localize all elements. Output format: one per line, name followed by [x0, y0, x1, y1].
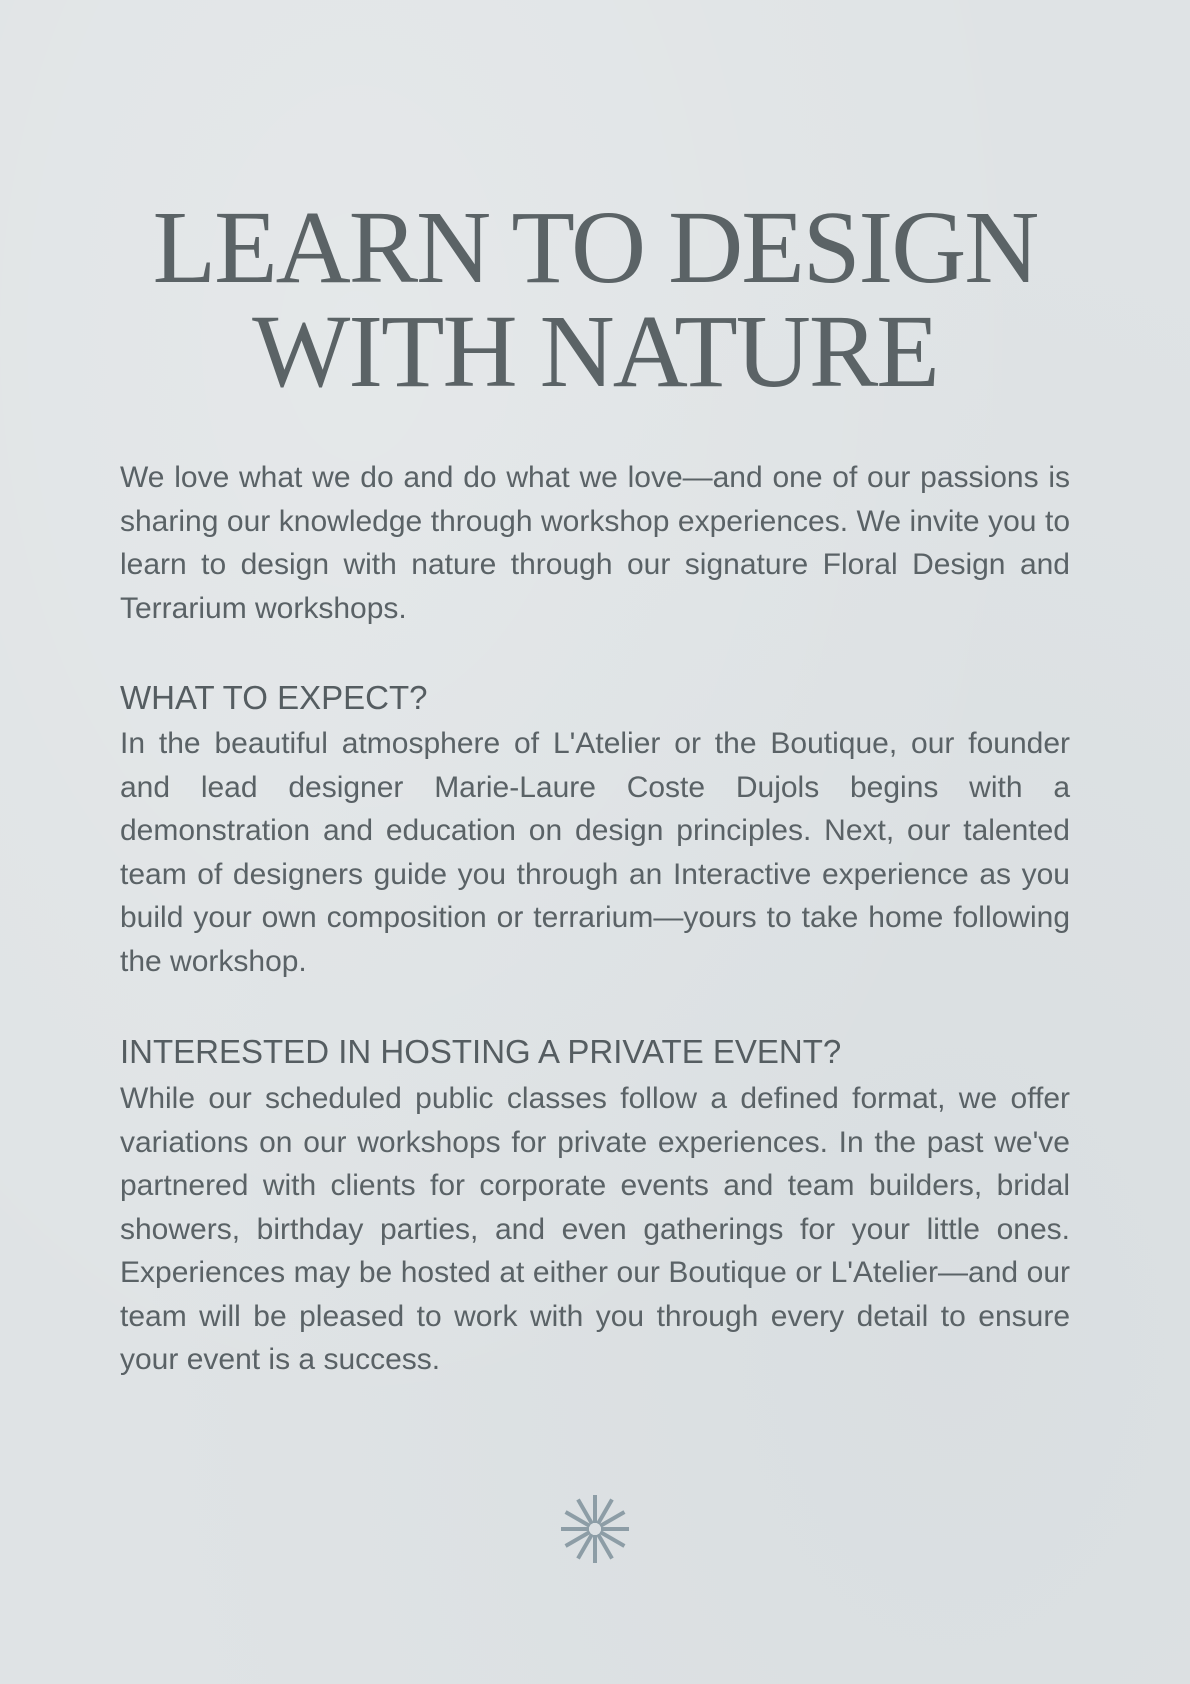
- page-title: [100, 190, 1090, 409]
- page-title-line-2: WITH NATURE: [252, 294, 938, 409]
- section-body-what-to-expect: In the beautiful atmosphere of L'Atelier or the Boutique, our founder and lead designer Marie-Laure Coste Dujols begins with a demonstration and education on design principles. Next, our talented team of designers guide you through an Interactive experience as you build your own composition or terrarium—yours to take home following the workshop.: [120, 727, 1070, 978]
- intro-paragraph: We love what we do and do what we love—and one of our passions is sharing our knowledge through workshop experiences. We invite you to learn to design with nature through our signature Floral Design and Terrarium workshops.: [120, 461, 1070, 625]
- page-title-line-1: LEARN TO DESIGN: [152, 190, 1038, 305]
- section-heading-private-event: INTERESTED IN HOSTING A PRIVATE EVENT?: [120, 1033, 842, 1070]
- section-heading-what-to-expect: WHAT TO EXPECT?: [120, 679, 428, 716]
- section-body-private-event: While our scheduled public classes follow a defined format, we offer variations on our workshops for private experiences. In the past we've partnered with clients for corporate events and team builders, bridal showers, birthday parties, and even gatherings for your little ones. Experiences may be hosted at either our Boutique or L'Atelier—and our team will be pleased to work with you through every detail to ensure your event is a success.: [120, 1082, 1070, 1376]
- starburst-icon: [560, 1494, 630, 1564]
